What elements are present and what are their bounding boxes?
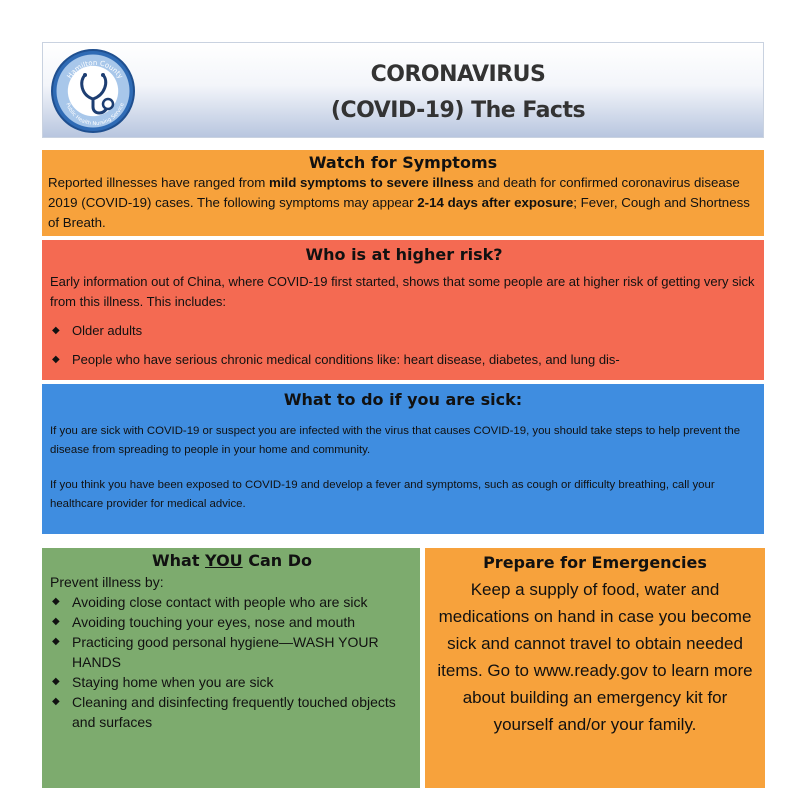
symptoms-text-a: Reported illnesses have ranged from [48, 175, 269, 190]
prevention-title-pre: What [151, 551, 206, 570]
symptoms-title: Watch for Symptoms [308, 153, 498, 172]
list-item [50, 592, 414, 612]
emergency-section [425, 548, 765, 788]
diamond-bullet-icon: ◆ [52, 616, 60, 627]
sick-title: What to do if you are sick: [283, 390, 523, 409]
risk-item-text: People who have serious chronic medical conditions like: heart disease, diabetes, and lung dis- [72, 352, 620, 367]
risk-title: Who is at higher risk? [305, 245, 503, 264]
prevention-title-post: Can Do [242, 551, 312, 570]
symptoms-text [48, 173, 758, 233]
symptoms-text-e: ; Fever, Cough and Shortness of Breath. [48, 195, 750, 230]
title-line-1: CORONAVIRUS [370, 62, 546, 87]
sick-paragraph-1: If you are sick with COVID-19 or suspect you are infected with the virus that causes COVID-19, you should take steps to help prevent the disease from spreading to people in your home and community. [50, 425, 741, 456]
symptoms-text-b: mild symptoms to severe illness [269, 175, 474, 190]
prevention-list [50, 592, 414, 732]
symptoms-text-c: and death for confirmed coronavirus disease 2019 (COVID-19) cases. The following symptoms may appear [48, 175, 740, 210]
prevention-item-text: Avoiding touching your eyes, nose and mouth [72, 614, 356, 630]
list-item [50, 612, 414, 632]
logo-text-bottom: Public Health Nursing Service [64, 102, 126, 128]
page-title [293, 57, 623, 129]
list-item [50, 692, 414, 732]
emergency-text: Keep a supply of food, water and medications on hand in case you become sick and cannot travel to obtain needed items. Go to www.ready.gov to learn more about building an emergency kit for yourself and/or your family. [437, 580, 753, 734]
sick-section [42, 384, 764, 534]
prevention-intro: Prevent illness by: [50, 574, 164, 590]
risk-item-text: Older adults [72, 323, 143, 338]
prevention-item-text: Cleaning and disinfecting frequently touched objects and surfaces [72, 694, 396, 730]
list-item [50, 321, 758, 341]
symptoms-section [42, 150, 764, 236]
sick-paragraph-2: If you think you have been exposed to COVID-19 and develop a fever and symptoms, such as cough or difficulty breathing, call your healthcare provider for medical advice. [50, 479, 715, 510]
diamond-bullet-icon: ◆ [52, 325, 60, 336]
emergency-title: Prepare for Emergencies [483, 553, 707, 572]
header-banner [42, 42, 764, 138]
prevention-item-text: Staying home when you are sick [72, 674, 274, 690]
diamond-bullet-icon: ◆ [52, 696, 60, 707]
risk-list [50, 321, 758, 370]
diamond-bullet-icon: ◆ [52, 354, 60, 365]
diamond-bullet-icon: ◆ [52, 676, 60, 687]
risk-intro: Early information out of China, where COVID-19 first started, shows that some people are at higher risk of getting very sick from this illness. This includes: [50, 274, 755, 309]
logo-text-top: Hamilton County [65, 58, 125, 81]
diamond-bullet-icon: ◆ [52, 636, 60, 647]
prevention-item-text: Avoiding close contact with people who are sick [72, 594, 368, 610]
symptoms-text-d: 2-14 days after exposure [417, 195, 574, 210]
prevention-title [50, 550, 414, 572]
title-line-2: (COVID-19) The Facts [330, 98, 586, 123]
seal-graphic [53, 51, 137, 135]
list-item [50, 350, 758, 370]
risk-section [42, 240, 764, 380]
diamond-bullet-icon: ◆ [52, 596, 60, 607]
list-item [50, 632, 414, 672]
prevention-title-you: YOU [205, 551, 243, 570]
stethoscope-seal-icon [51, 49, 135, 133]
prevention-item-text: Practicing good personal hygiene—WASH YOUR HANDS [72, 634, 379, 670]
list-item [50, 672, 414, 692]
prevention-section [42, 548, 420, 788]
